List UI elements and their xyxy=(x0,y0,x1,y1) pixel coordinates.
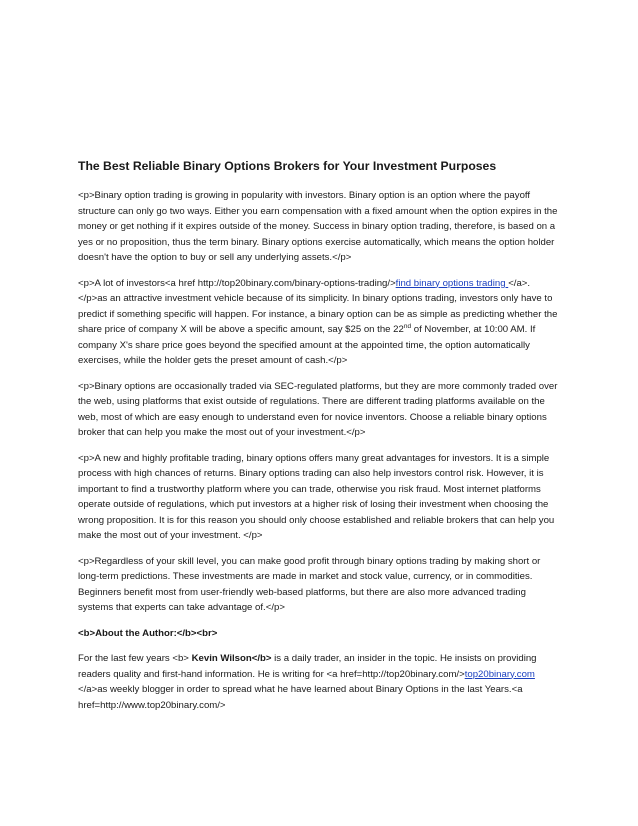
author-text-c: </a>as weekly blogger in order to spread what he have learned about Binary Options in the last Years.<a href=http://www.top20binary.com/> xyxy=(78,684,523,711)
document-page xyxy=(78,158,562,723)
paragraph-2-text-c: of November, at 10:00 AM. If company X's share price goes beyond the specified amount at the appointed time, the option automatically exercises, while the holder gets the preset amount of cash.</p> xyxy=(78,324,536,366)
paragraph-5: <p>Regardless of your skill level, you can make good profit through binary options trading by making short or long-term predictions. These investments are made in market and stock value, currency, or in commodities. Beginners benefit most from user-friendly web-based platforms, but there are also more advanced trading systems that experts can take advantage of.</p> xyxy=(78,555,541,613)
top20binary-link[interactable]: top20binary.com xyxy=(464,668,535,680)
paragraph-2-text-b: </a>. </p>as an attractive investment vehicle because of its simplicity. In binary options trading, investors only have to predict if something specific will happen. For instance, a binary option can be as simple as predicting whether the share price of company X will be above a specific amount, say $25 on the 22 xyxy=(78,277,558,335)
paragraph-1: <p>Binary option trading is growing in popularity with investors. Binary option is an option where the payoff structure can only go two ways. Either you earn compensation with a fixed amount when the option expires in the money or get nothing if it expires outside of the money. Success in binary option trading, therefore, is based on a yes or no proposition, thus the term binary. Binary options exercise automatically, which means the option holder doesn't have the option to buy or sell any underlying assets.</p> xyxy=(78,190,558,263)
author-text-b: is a daily trader, an insider in the topic. He insists on providing readers quality and first-hand information. He is writing for <a href=http://top20binary.com/> xyxy=(78,653,537,680)
paragraph-2-text-a: <p>A lot of investors<a href http://top20binary.com/binary-options-trading/> xyxy=(78,277,396,289)
ordinal-suffix: nd xyxy=(403,322,412,330)
find-binary-options-link[interactable]: find binary options trading xyxy=(395,277,509,289)
author-text-a: For the last few years <b> xyxy=(78,653,192,664)
author-paragraph xyxy=(78,651,562,713)
author-heading: <b>About the Author:</b><br> xyxy=(78,627,218,639)
paragraph-4: <p>A new and highly profitable trading, binary options offers many great advantages for investors. It is a simple process with high chances of returns. Binary options trading can also help investors control risk. However, it is important to find a trustworthy platform where you can trade, otherwise you risk fraud. Most internet platforms operate outside of regulations, which put investors at a higher risk of losing their investment when choosing the wrong proposition. It is for this reason you should only choose established and reliable brokers that can help you make the most out of your investment. </p> xyxy=(78,452,555,541)
paragraph-2 xyxy=(78,276,562,369)
author-name: Kevin Wilson</b> xyxy=(191,653,272,664)
document-title: The Best Reliable Binary Options Brokers for Your Investment Purposes xyxy=(78,159,497,173)
paragraph-3: <p>Binary options are occasionally traded via SEC-regulated platforms, but they are more commonly traded over the web, using platforms that exist outside of regulations. There are different trading platforms available on the web, most of which are easy enough to understand even for novice inventors. Choose a reliable binary options broker that can help you make the most out of your investment.</p> xyxy=(78,380,558,438)
